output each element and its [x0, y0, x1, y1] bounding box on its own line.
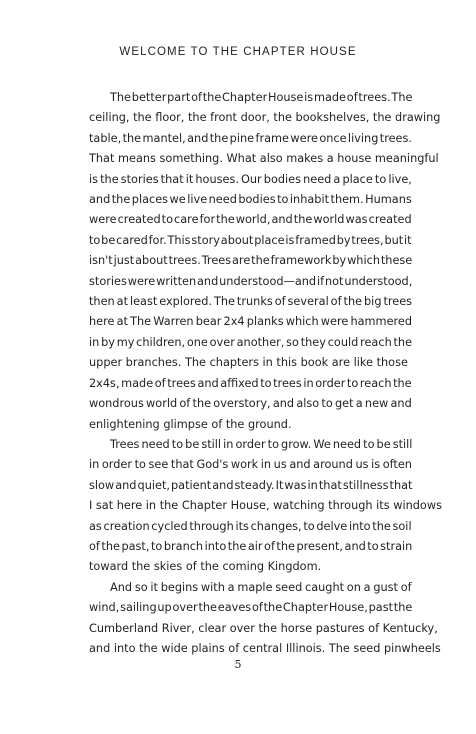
- text-line: and the places we live need bodies to inhabit them. Humans: [89, 193, 412, 207]
- text-line: is the stories that it houses. Our bodies need a place to live,: [89, 172, 412, 186]
- text-line: ceiling, the floor, the front door, the bookshelves, the drawing: [89, 111, 441, 125]
- text-line: in by my children, one over another, so they could reach the: [89, 335, 413, 349]
- body-text: [68, 88, 442, 659]
- text-line: wondrous world of the overstory, and also to get a new and: [89, 397, 412, 411]
- paragraph-3: [68, 578, 441, 660]
- running-head: WELCOME TO THE CHAPTER HOUSE: [119, 46, 357, 58]
- text-line: as creation cycled through its changes, to delve into the soil: [89, 519, 412, 533]
- text-line: That means something. What also makes a house meaningful: [89, 152, 439, 166]
- text-line: stories were written and understood—and if not understood,: [89, 274, 413, 288]
- text-line: toward the skies of the coming Kingdom.: [89, 560, 322, 574]
- text-line: wind, sailing up over the eaves of the Chapter House, past the: [89, 601, 413, 615]
- text-line: 2x4s, made of trees and affixed to trees in order to reach the: [89, 376, 412, 390]
- text-line: of the past, to branch into the air of the present, and to strain: [89, 539, 413, 553]
- text-line: Trees need to be still in order to grow. We need to be still: [110, 437, 413, 451]
- text-line: here at The Warren bear 2x4 planks which were hammered: [89, 315, 413, 329]
- page-number: 5: [234, 658, 242, 671]
- text-line: Cumberland River, clear over the horse pastures of Kentucky,: [89, 621, 438, 635]
- text-line: isn't just about trees. Trees are the framework by which these: [89, 254, 413, 268]
- text-line: then at least explored. The trunks of several of the big trees: [89, 295, 413, 309]
- text-line: were created to care for the world, and the world was created: [89, 213, 412, 227]
- text-line: And so it begins with a maple seed caught on a gust of: [110, 580, 412, 594]
- paragraph-2: [68, 435, 442, 578]
- text-line: and into the wide plains of central Illinois. The seed pinwheels: [89, 641, 441, 655]
- text-line: to be cared for. This story about place is framed by trees, but it: [89, 233, 412, 247]
- text-line: in order to see that God's work in us and around us is often: [89, 458, 412, 472]
- paragraph-1: [68, 88, 441, 435]
- text-line: slow and quiet, patient and steady. It was in that stillness that: [89, 478, 413, 492]
- text-line: I sat here in the Chapter House, watching through its windows: [89, 499, 442, 513]
- text-line: enlightening glimpse of the ground.: [89, 417, 292, 431]
- text-line: upper branches. The chapters in this book are like those: [89, 356, 408, 370]
- text-line: The better part of the Chapter House is made of trees. The: [110, 91, 413, 104]
- text-line: table, the mantel, and the pine frame were once living trees.: [89, 131, 412, 145]
